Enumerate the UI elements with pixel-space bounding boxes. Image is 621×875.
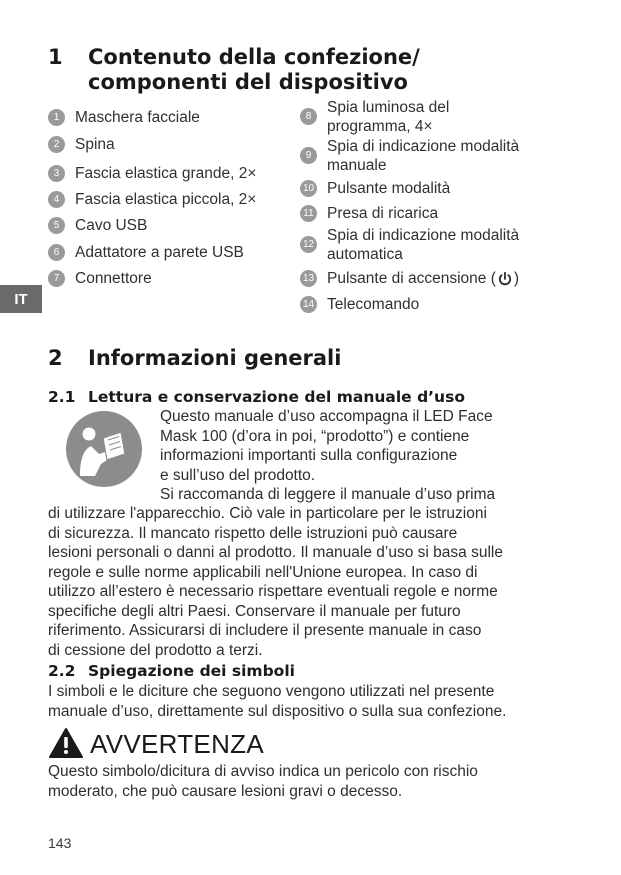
list-item <box>300 98 560 136</box>
text-line: utilizzo all’estero è necessario rispettare eventuali regole e norme <box>48 583 498 600</box>
item-number-badge: 11 <box>300 205 317 222</box>
text-line: di utilizzare l'apparecchio. Ciò vale in particolare per le istruzioni <box>48 505 487 522</box>
warning-label: AVVERTENZA <box>90 729 264 759</box>
warning-triangle-icon <box>48 727 84 759</box>
item-label-line-1: Spia di indicazione modalità <box>327 227 520 244</box>
section-2-1-number: 2.1 <box>48 388 76 406</box>
item-label: Fascia elastica grande, 2× <box>75 165 257 182</box>
item-label <box>327 269 519 288</box>
item-number-badge: 7 <box>48 270 65 287</box>
item-label-line-2: manuale <box>327 157 387 174</box>
text-line: lesioni personali o danni al prodotto. Il manuale d’uso si basa sulle <box>48 544 503 561</box>
section-2-1-body <box>48 504 503 660</box>
text-line: di sicurezza. Il mancato rispetto delle istruzioni può causare <box>48 524 458 542</box>
text-line: manuale d’uso, direttamente sul dispositivo o sulla sua confezione. <box>48 702 507 720</box>
item-label: Cavo USB <box>75 217 148 234</box>
section-2-1-heading <box>48 388 508 408</box>
item-label: Telecomando <box>327 296 420 313</box>
section-2-number: 2 <box>48 346 63 370</box>
section-2-2-heading <box>48 662 508 682</box>
read-manual-icon <box>65 410 143 488</box>
text-line: specifiche degli altri Paesi. Conservare il manuale per futuro <box>48 602 461 620</box>
item-label-text-end: ) <box>513 270 520 287</box>
power-icon <box>497 271 513 287</box>
text-line: regole e sulle norme applicabili nell'Unione europea. In caso di <box>48 563 478 581</box>
item-label-line-1: Spia luminosa del <box>327 99 450 116</box>
text-line: Questo manuale d’uso accompagna il LED Face <box>160 408 493 425</box>
item-number-badge: 8 <box>300 108 317 125</box>
text-line: Si raccomanda di leggere il manuale d’uso prima <box>160 486 496 503</box>
text-line: moderato, che può causare lesioni gravi o decesso. <box>48 782 403 800</box>
item-label: Maschera facciale <box>75 109 200 126</box>
text-line: e sull’uso del prodotto. <box>160 466 316 484</box>
item-label: Adattatore a parete USB <box>75 244 244 261</box>
section-2-heading <box>48 346 498 372</box>
item-number-badge: 13 <box>300 270 317 287</box>
page-number: 143 <box>48 835 72 851</box>
text-line: di cessione del prodotto a terzi. <box>48 641 263 659</box>
section-2-title: Informazioni generali <box>88 346 342 370</box>
item-number-badge: 5 <box>48 217 65 234</box>
section-1-heading <box>48 45 498 97</box>
text-line: Questo simbolo/dicitura di avviso indica un pericolo con rischio <box>48 763 478 780</box>
item-label: Connettore <box>75 270 152 287</box>
list-item <box>300 226 560 264</box>
item-number-badge: 12 <box>300 236 317 253</box>
section-1-title-line-2: componenti del dispositivo <box>88 70 408 94</box>
item-number-badge: 9 <box>300 147 317 164</box>
item-label-line-1: Spia di indicazione modalità <box>327 138 520 155</box>
item-label-line-2: automatica <box>327 246 403 263</box>
text-line: informazioni importanti sulla configurazione <box>160 447 458 464</box>
item-number-badge: 6 <box>48 244 65 261</box>
text-line: I simboli e le diciture che seguono vengono utilizzati nel presente <box>48 683 495 700</box>
item-label: Presa di ricarica <box>327 205 439 222</box>
item-label: Pulsante modalità <box>327 180 451 197</box>
section-1-title-line-1: Contenuto della confezione/ <box>88 45 420 69</box>
item-number-badge: 10 <box>300 180 317 197</box>
item-label-text: Pulsante di accensione ( <box>327 270 496 287</box>
item-label: Fascia elastica piccola, 2× <box>75 191 257 208</box>
section-2-1-intro <box>160 407 495 505</box>
section-2-1-title: Lettura e conservazione del manuale d’uso <box>88 388 465 406</box>
list-item <box>300 137 560 175</box>
item-label-line-2: programma, 4× <box>327 118 433 135</box>
warning-description <box>48 762 478 801</box>
language-tab: IT <box>0 285 42 313</box>
item-number-badge: 1 <box>48 109 65 126</box>
item-number-badge: 14 <box>300 296 317 313</box>
item-number-badge: 4 <box>48 191 65 208</box>
item-number-badge: 3 <box>48 165 65 182</box>
section-2-2-title: Spiegazione dei simboli <box>88 662 295 680</box>
item-label: Spina <box>75 136 115 153</box>
section-2-2-number: 2.2 <box>48 662 76 680</box>
section-2-2-body <box>48 682 506 721</box>
section-1-number: 1 <box>48 45 63 69</box>
item-number-badge: 2 <box>48 136 65 153</box>
text-line: Mask 100 (d’ora in poi, “prodotto”) e contiene <box>160 427 470 445</box>
text-line: riferimento. Assicurarsi di includere il presente manuale in caso <box>48 622 482 639</box>
